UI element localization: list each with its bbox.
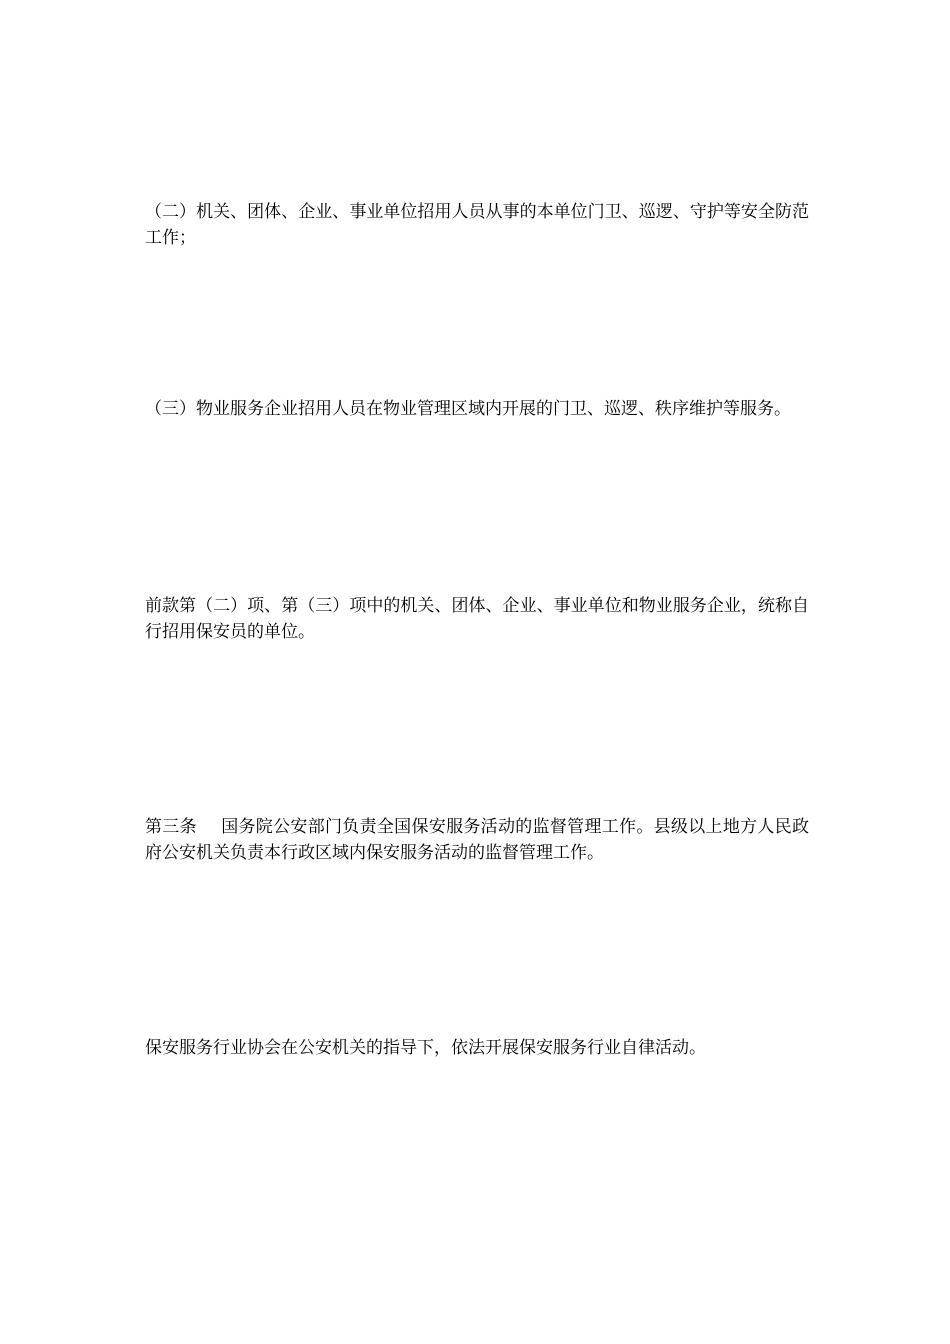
paragraph-text: （三）物业服务企业招用人员在物业管理区域内开展的门卫、巡逻、秩序维护等服务。: [145, 399, 791, 419]
paragraph-preceding-clause: [145, 593, 809, 645]
paragraph-text: 前款第（二）项、第（三）项中的机关、团体、企业、事业单位和物业服务企业，统称自行招用保安员的单位。: [145, 596, 809, 642]
paragraph-text: 保安服务行业协会在公安机关的指导下，依法开展保安服务行业自律活动。: [145, 1038, 706, 1058]
paragraph-item-2: [145, 199, 809, 251]
article-number: 第三条: [145, 817, 197, 837]
paragraph-text: （二）机关、团体、企业、事业单位招用人员从事的本单位门卫、巡逻、守护等安全防范工作；: [145, 202, 809, 248]
paragraph-article-3: [145, 814, 809, 866]
paragraph-industry-association: [145, 1035, 809, 1061]
paragraph-item-3: [145, 396, 809, 422]
paragraph-text: 国务院公安部门负责全国保安服务活动的监督管理工作。县级以上地方人民政府公安机关负责本行政区域内保安服务活动的监督管理工作。: [145, 817, 810, 863]
